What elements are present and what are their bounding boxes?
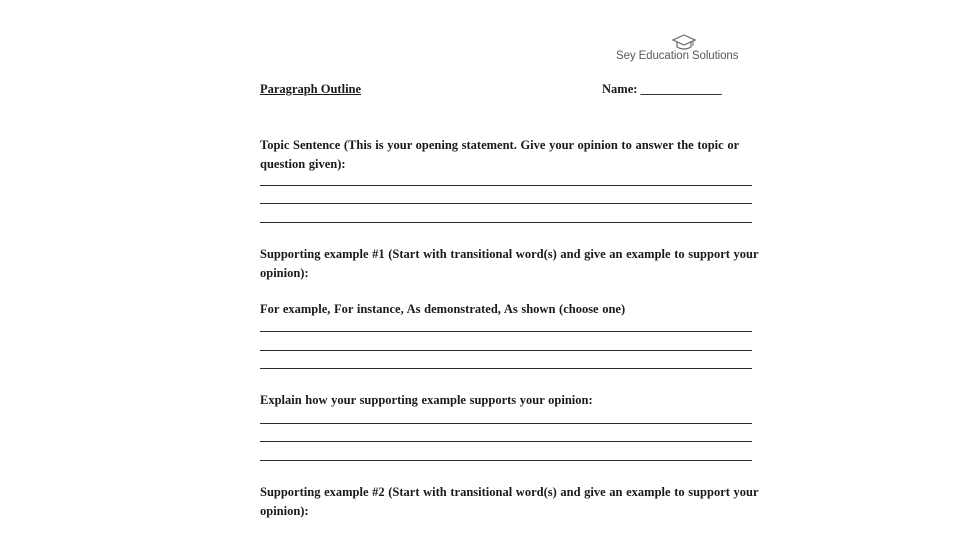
answer-line[interactable] (260, 460, 752, 461)
answer-line[interactable] (260, 222, 752, 223)
brand-logo (600, 30, 760, 70)
answer-line[interactable] (260, 441, 752, 442)
answer-line[interactable] (260, 350, 752, 351)
answer-line[interactable] (260, 368, 752, 369)
answer-line[interactable] (260, 331, 752, 332)
answer-line[interactable] (260, 185, 752, 186)
supporting-example-2-prompt: Supporting example #2 (Start with transitional word(s) and give an example to support your opinion): (260, 485, 759, 518)
transition-words-hint: For example, For instance, As demonstrated, As shown (choose one) (260, 302, 626, 316)
answer-line[interactable] (260, 203, 752, 204)
name-field-label: Name: _____________ (602, 82, 722, 96)
supporting-example-1-prompt: Supporting example #1 (Start with transitional word(s) and give an example to support your opinion): (260, 247, 759, 280)
explain-prompt: Explain how your supporting example supports your opinion: (260, 393, 593, 407)
answer-line[interactable] (260, 423, 752, 424)
topic-sentence-prompt: Topic Sentence (This is your opening statement. Give your opinion to answer the topic or question given): (260, 138, 739, 171)
page-title: Paragraph Outline (260, 82, 362, 96)
brand-name: Sey Education Solutions (616, 50, 739, 62)
